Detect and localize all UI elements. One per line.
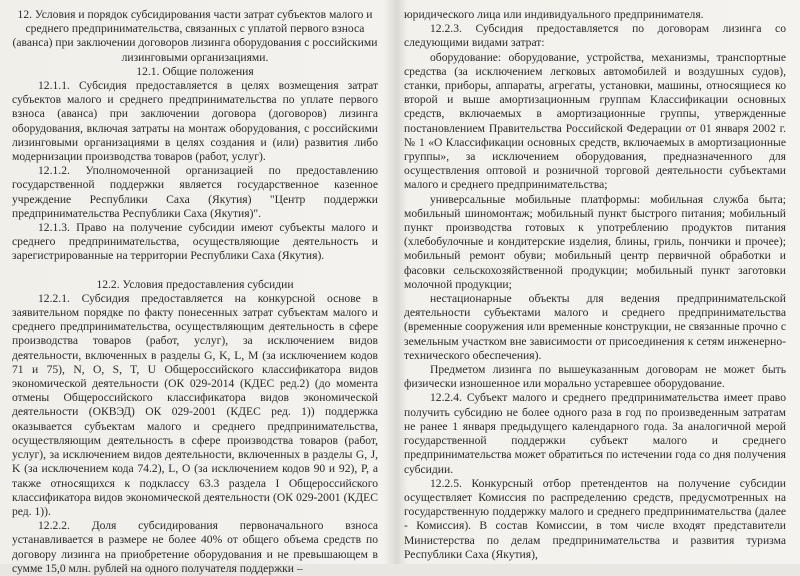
paragraph-12-1-2: 12.1.2. Уполномоченной организацией по предоставлению государственной поддержки является государственное казенное учреждение Республики Саха (Якутия) "Центр поддержки предпринимательства Республики Саха (Якутия)". [12,164,378,220]
paragraph-12-2-4: 12.2.4. Субъект малого и среднего предпринимательства имеет право получить субсидию не более одного раза в год по произведенным затратам не ранее 1 января предыдущего календарного года. За аналогичной мерой государственной поддержки субъект малого и среднего предпринимательства может обратиться по истечении года со дня получения субсидии. [404,391,786,476]
subsection-heading-general: 12.1. Общие положения [136,64,254,78]
left-column [12,8,378,575]
paragraph-12-2-1: 12.2.1. Субсидия предоставляется на конкурсной основе в заявительном порядке по факту понесенных затрат субъектам малого и среднего предпринимательства, осуществляющим деятельность в сфере производства товаров (работ, услуг), за исключением видов деятельности, включенных в разделы G, K, L, M (за исключением кодов 71 и 75), N, O, S, T, U Общероссийского классификатора видов экономической деятельности (ОК 029-2014 (КДЕС ред.2) (до момента отмены Общероссийского классификатора видов экономической деятельности (ОКВЭД) ОК 029-2001 (КДЕС ред. 1)) поддержка оказывается субъектам малого и среднего предпринимательства, осуществляющим деятельность в сфере производства товаров (работ, услуг), за исключением видов деятельности, включенных в разделы G, J, K (за исключением кода 74.2), L, O (за исключением кодов 90 и 92), P, а также относящихся к подклассу 63.3 раздела I Общероссийского классификатора видов экономической деятельности (ОК 029-2001 (КДЕС ред. 1)). [12,291,378,518]
paragraph-12-1-3: 12.1.3. Право на получение субсидии имеют субъекты малого и среднего предпринимательства, осуществляющие деятельность и зарегистрированные на территории Республики Саха (Якутия). [12,221,378,263]
paragraph-non-stationary-objects: нестационарные объекты для ведения предпринимательской деятельности субъектами малого и среднего предпринимательства (временные сооружения или временные конструкции, не связанные прочно с земельным участком вне зависимости от присоединения к сетям инженерно-технического обеспечения). [404,292,786,362]
paragraph-mobile-platforms: универсальные мобильные платформы: мобильная служба быта; мобильный шиномонтаж; мобильный пункт быстрого питания; мобильный пункт производства готовых к употреблению продуктов питания (хлебобулочные и кондитерские изделия, блины, гриль, пончики и прочее); мобильный ремонт обуви; мобильный центр первичной обработки и фасовки сельскохозяйственной продукции; мобильный пункт заготовки молочной продукции; [404,192,786,291]
section-title: 12. Условия и порядок субсидирования части затрат субъектов малого и среднего предпринимательства, связанных с уплатой первого взноса (аванса) при заключении договоров лизинга оборудования с российскими лизинговыми организациями. [12,8,378,64]
paragraph-12-1-1: 12.1.1. Субсидия предоставляется в целях возмещения затрат субъектов малого и среднего предпринимательства по уплате первого взноса (аванса) при заключении договора (договоров) лизинга оборудования, включая затраты на монтаж оборудования, с российскими лизинговыми организациями в целях создания и (или) развития либо модернизации производства товаров (работ, услуг). [12,79,378,164]
right-column [404,8,786,560]
paragraph-equipment: оборудование: оборудование, устройства, механизмы, транспортные средства (за исключением легковых автомобилей и воздушных судов), станки, приборы, аппараты, агрегаты, установки, машины, относящиеся ко второй и выше амортизационным группам Классификации основных средств, включаемых в амортизационные группы, утвержденные постановлением Правительства Российской Федерации от 01 января 2002 г. № 1 «О Классификации основных средств, включаемых в амортизационные группы», за исключением оборудования, предназначенного для осуществления оптовой и розничной торговой деятельности субъектами малого и среднего предпринимательства; [404,50,786,192]
paragraph-12-2-5: 12.2.5. Конкурсный отбор претендентов на получение субсидии осуществляет Комиссия по распределению средств, предусмотренных на государственную поддержку малого и среднего предпринимательства (далее - Комиссия). В состав Комиссии, в том числе входят представители Министерства по делам предпринимательства и развития туризма Республики Саха (Якутия), [404,476,786,561]
paragraph-leasing-subject: Предметом лизинга по вышеуказанным договорам не может быть физически изношенное или морально устаревшее оборудование. [404,363,786,391]
paragraph-12-2-3: 12.2.3. Субсидия предоставляется по договорам лизинга со следующими видами затрат: [404,22,786,50]
subsection-heading-conditions: 12.2. Условия предоставления субсидии [96,277,294,291]
paragraph-continuation: юридического лица или индивидуального предпринимателя. [404,8,704,21]
spacer [12,264,378,278]
paragraph-12-2-2: 12.2.2. Доля субсидирования первоначального взноса устанавливается в размере не более 40% от общего объема средств по договору лизинга на приобретение оборудования и не превышающем в сумме 15,0 млн. рублей на одного получателя поддержки – [12,519,378,575]
